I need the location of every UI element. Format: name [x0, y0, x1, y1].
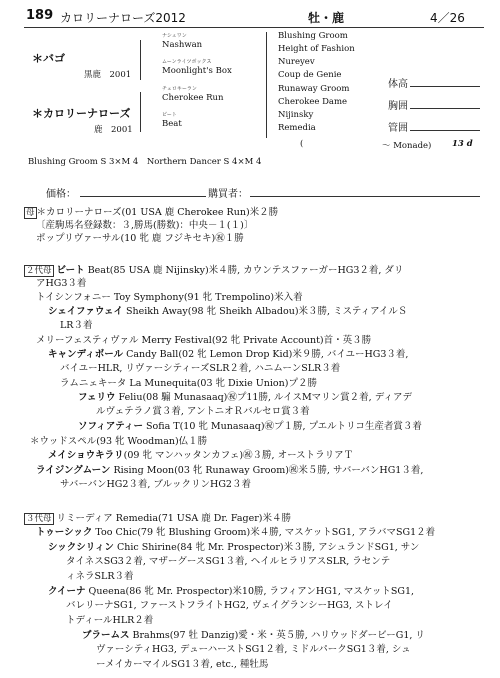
gen2-tag: ２代母 — [26, 266, 52, 276]
gen2-c7-name: ソフィアティー — [78, 421, 143, 432]
family-note-open: ( — [300, 139, 304, 149]
gen2-c9-record: (09 牝 マンハッタンカフェ)㊗３勝, オーストラリアＴ — [123, 450, 354, 461]
gen3-c4-record: Brahms(97 牡 Danzig)愛・米・英５勝, ハリウッドダービーG1, リ — [129, 630, 425, 641]
gen2-child-7 — [78, 421, 422, 433]
gen3-c2-record: Chic Shirine(84 牝 Mr. Prospector)米３勝, アシュランドSG1, サン — [113, 542, 420, 553]
dam-sire-kana: チェロキーラン — [162, 86, 197, 92]
fourth-gen-bracket — [266, 32, 267, 138]
chest-label: 胸囲 — [388, 101, 408, 112]
gen2-c4-name: キャンディボール — [48, 349, 124, 360]
gen3-child-1 — [36, 527, 435, 539]
sire-color-year: 黒鹿 2001 — [84, 70, 132, 80]
sex-color: 牡・鹿 — [308, 11, 345, 25]
dam-bracket — [140, 92, 141, 132]
sire-bracket — [140, 40, 141, 80]
fourth-gen-1: Blushing Groom — [278, 31, 348, 41]
gen2-record: Beat(85 USA 鹿 Nijinsky)米４勝, カウンテスファーガーHG3２着, ダリ — [87, 265, 404, 276]
sire-name: ＊バゴ — [32, 52, 65, 65]
gen2-line-1 — [24, 265, 403, 277]
gen3-c2-name: シックシリィン — [48, 542, 114, 553]
gen3-child-4b: ヴァーシティHG3, デューハーストSG1２着, ミドルパークSG1３着, シュ — [96, 644, 411, 655]
fourth-gen-8: Remedia — [278, 123, 316, 133]
gen2-child-1: トイシンフォニー Toy Symphony(91 牝 Trempolino)米入着 — [36, 292, 303, 303]
dam-color-year: 鹿 2001 — [94, 125, 133, 135]
dam-tag: 母 — [26, 208, 35, 218]
sire-dam-name: Moonlight's Box — [162, 66, 232, 76]
dam-line-1 — [24, 207, 278, 219]
sire-sire-name: Nashwan — [162, 40, 203, 50]
gen2-child-4 — [48, 349, 408, 361]
dam-sire-name: Cherokee Run — [162, 93, 224, 103]
fourth-gen-7: Nijinsky — [278, 110, 314, 120]
gen2-child-6b: ルヴェテラノ賞３着, アントニオＲバルセロ賞３着 — [96, 406, 310, 417]
sire-sire-kana: ナシュワン — [162, 33, 187, 39]
fourth-gen-6: Cherokee Dame — [278, 97, 348, 107]
dam-record: ＊カロリーナローズ(01 USA 鹿 Cherokee Run)米２勝 — [36, 207, 279, 218]
gen2-c7-record: Sofia T(10 牝 Munasaaq)㊗プ１勝, プエルトリコ生産者賞３着 — [142, 421, 422, 432]
gen2-c2-record: Sheikh Away(98 牝 Sheikh Albadou)米３勝, ミスティアイルＳ — [122, 306, 408, 317]
header-divider — [24, 27, 484, 28]
gen3-c1-record: Too Chic(79 牝 Blushing Groom)米４勝, マスケットSG1, アラバマSG1２着 — [92, 527, 436, 538]
gen2-c2-name: シェイファウェイ — [48, 306, 123, 317]
gen2-child-10b: サバーバンHG2３着, ブルックリンHG2３着 — [60, 479, 251, 490]
gen2-child-2 — [48, 306, 407, 318]
gen3-child-3c: トディールHLR２着 — [66, 615, 154, 626]
dam-line-3: ポップリヴァーサル(10 牝 鹿 フジキセキ)㊗１勝 — [36, 233, 244, 244]
dam-line-2: 〔産駒馬名登録数：３,勝馬(勝数)：中央－１(１)〕 — [36, 220, 254, 231]
gen2-child-10 — [36, 465, 423, 477]
chest-field[interactable] — [410, 108, 480, 109]
dam-dam-kana: ビート — [162, 112, 177, 118]
dam-name: ＊カロリーナローズ — [32, 107, 131, 120]
gen2-child-2b: LR３着 — [60, 320, 93, 331]
family-note-close: ～ Monade) — [382, 141, 432, 151]
lot-number: 189 — [26, 8, 54, 23]
gen3-c3-name: クイーナ — [48, 586, 86, 597]
height-label: 体高 — [388, 79, 408, 90]
gen3-child-2 — [48, 542, 419, 554]
gen2-c10-name: ライジングムーン — [36, 465, 111, 476]
gen3-child-4c: ーメイカーマイルSG1３着, etc., 種牡馬 — [96, 659, 269, 670]
inbreeding: Blushing Groom S 3×M 4 Northern Dancer S 4×M 4 — [28, 157, 262, 167]
gen2-c6-name: フェリウ — [78, 392, 116, 403]
birth-date: 4／26 — [430, 11, 465, 25]
gen2-child-4b: バイユーHLR, リヴァーシティーズSLR２着, ハニムーンSLR３着 — [60, 363, 341, 374]
gen3-tag: ３代母 — [26, 514, 52, 524]
buyer-field[interactable] — [250, 196, 480, 197]
fourth-gen-3: Nureyev — [278, 57, 315, 67]
fourth-gen-5: Runaway Groom — [278, 84, 350, 94]
gen2-line-1b: アHG3３着 — [36, 278, 87, 289]
fourth-gen-2: Height of Fashion — [278, 44, 355, 54]
horse-title: カロリーナローズ2012 — [60, 11, 186, 25]
sire-dam-kana: ムーンライツボックス — [162, 59, 212, 65]
gen2-child-5: ラムニェキータ La Munequita(03 牝 Dixie Union)プ２勝 — [60, 378, 317, 389]
gen3-child-3 — [48, 586, 414, 598]
cannon-field[interactable] — [410, 130, 480, 131]
gen2-child-9 — [48, 450, 353, 462]
gen3-line-1 — [24, 513, 291, 525]
gen2-child-3: メリーフェスティヴァル Merry Festival(92 牝 Private Account)首・英３勝 — [36, 335, 372, 346]
gen2-child-6 — [78, 392, 412, 404]
height-field[interactable] — [410, 86, 480, 87]
gen2-c6-record: Feliu(08 騸 Munasaaq)㊗プ11勝, ルイスMマリン賞２着, ディアデ — [115, 392, 412, 403]
gen3-record: リミーディア Remedia(71 USA 鹿 Dr. Fager)米４勝 — [56, 513, 291, 524]
gen3-child-4 — [82, 630, 425, 642]
gen3-c4-name: ブラームス — [82, 630, 130, 641]
buyer-label: 購買者： — [208, 189, 248, 200]
fourth-gen-4: Coup de Genie — [278, 70, 342, 80]
gen2-name: ビート — [56, 265, 85, 276]
gen3-child-2b: タイネスSG3２着, マザーグースSG1３着, ヘイルヒラリアスSLR, ラセンテ — [66, 556, 391, 567]
gen3-c3-record: Queena(86 牝 Mr. Prospector)米10勝, ラフィアンHG1, マスケットSG1, — [85, 586, 415, 597]
price-field[interactable] — [80, 196, 206, 197]
gen3-child-2c: ィネラSLR３着 — [66, 571, 134, 582]
price-label: 価格： — [46, 189, 76, 200]
family-number: 13 d — [452, 139, 473, 149]
gen3-c1-name: トゥーシック — [36, 527, 93, 538]
cannon-label: 管囲 — [388, 123, 408, 134]
gen2-c9-name: メイショウキラリ — [48, 450, 124, 461]
dam-dam-name: Beat — [162, 119, 182, 129]
gen2-c4-record: Candy Ball(02 牝 Lemon Drop Kid)米９勝, バイユーHG3３着, — [123, 349, 409, 360]
gen2-c10-record: Rising Moon(03 牝 Runaway Groom)㊗米５勝, サバーバンHG1３着, — [110, 465, 424, 476]
gen2-child-8: ＊ウッドスペル(93 牝 Woodman)仏１勝 — [30, 436, 208, 447]
gen3-child-3b: バレリーナSG1, ファーストフライトHG2, ヴェイグランシーHG3, ストレイ — [66, 600, 393, 611]
